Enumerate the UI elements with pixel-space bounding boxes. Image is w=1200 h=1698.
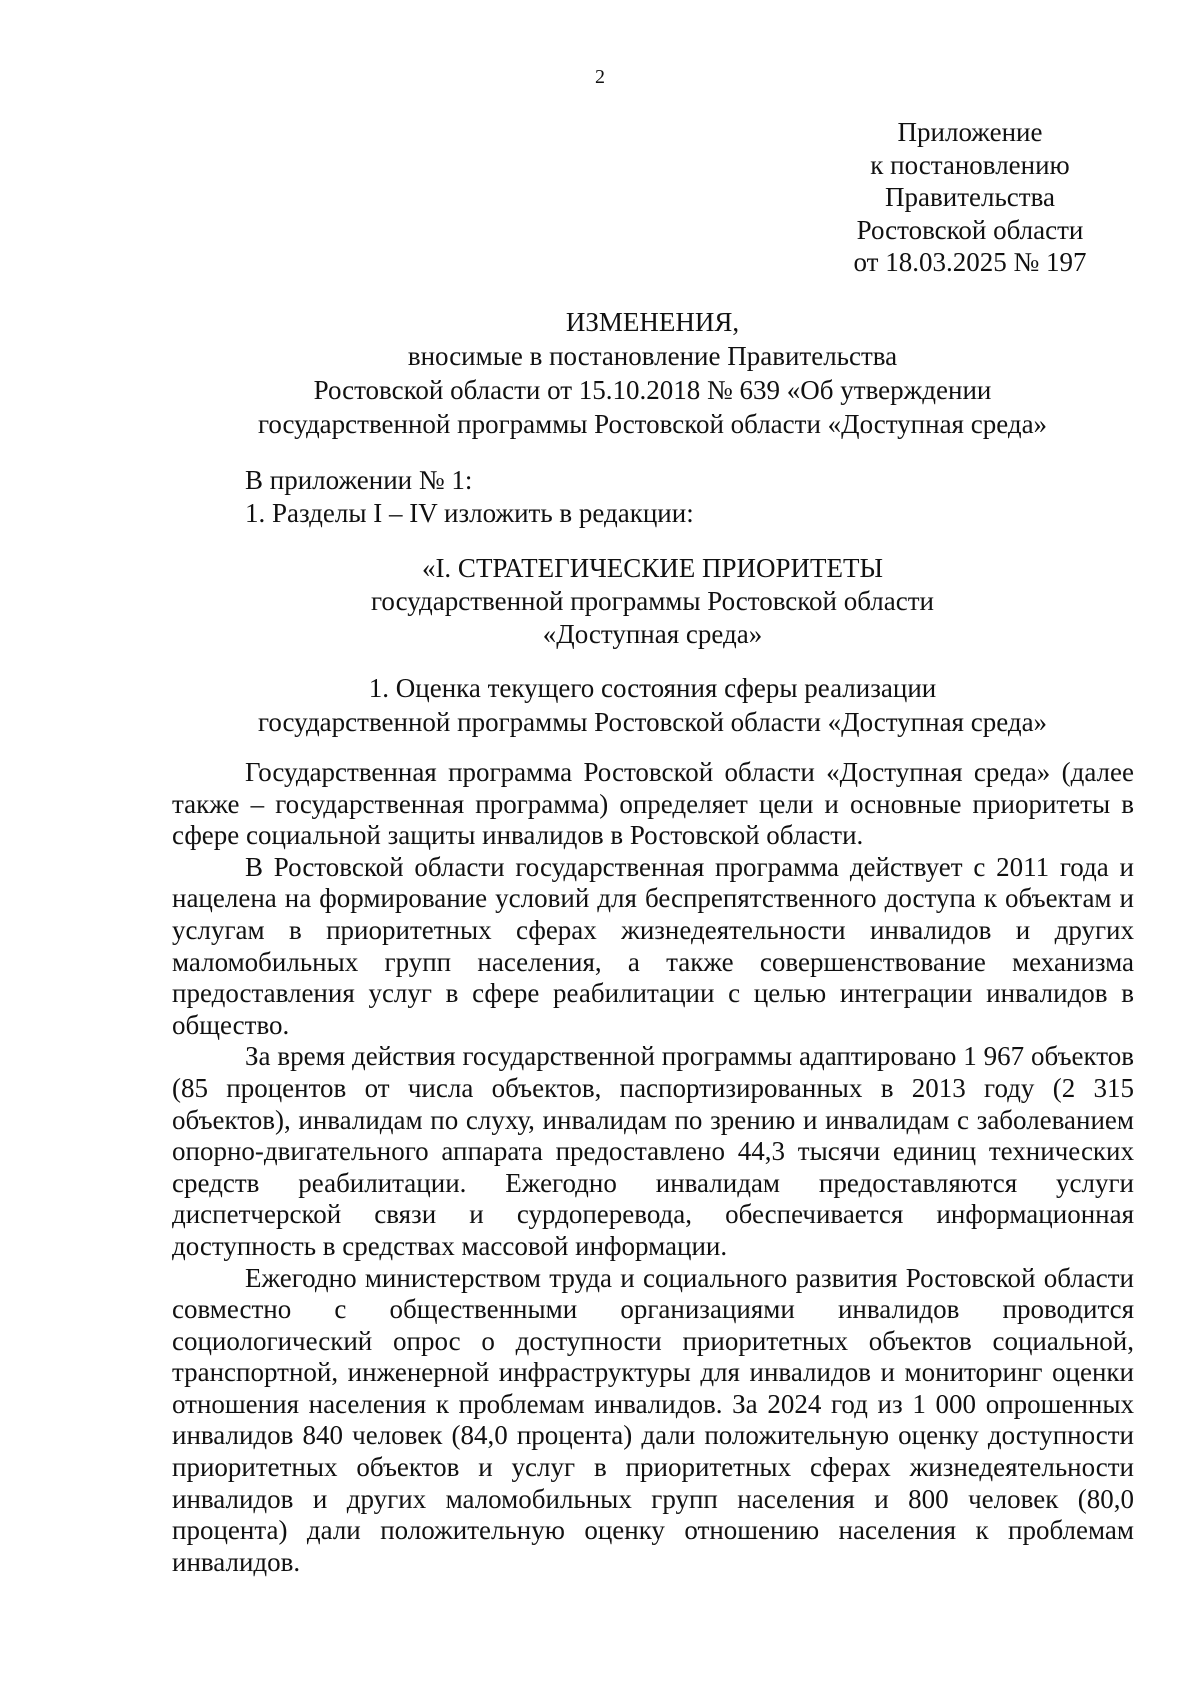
intro-block xyxy=(245,464,1125,530)
section-heading-line: «I. СТРАТЕГИЧЕСКИЕ ПРИОРИТЕТЫ xyxy=(421,553,884,583)
appendix-line: от 18.03.2025 № 197 xyxy=(853,247,1087,277)
body-text xyxy=(172,757,1134,1578)
section-heading-line: государственной программы Ростовской области xyxy=(371,586,934,616)
appendix-block xyxy=(840,116,1100,279)
subsection-heading-line: государственной программы Ростовской области «Доступная среда» xyxy=(257,707,1048,737)
document-title xyxy=(170,305,1135,441)
appendix-line: Приложение xyxy=(897,117,1043,147)
appendix-line: к постановлению xyxy=(870,149,1070,180)
appendix-line: Ростовской области xyxy=(856,214,1084,245)
section-heading xyxy=(170,552,1135,651)
page-number: 2 xyxy=(595,66,605,88)
intro-line: В приложении № 1: xyxy=(245,465,473,495)
paragraph: Государственная программа Ростовской области «Доступная среда» (далее также – государственная программа) определяет цели и основные приоритеты в сфере социальной защиты инвалидов в Ростовской области. xyxy=(172,757,1134,851)
title-line: вносимые в постановление Правительства xyxy=(407,341,898,371)
intro-line: 1. Разделы I – IV изложить в редакции: xyxy=(245,498,694,528)
paragraph: В Ростовской области государственная программа действует с 2011 года и нацелена на формирование условий для беспрепятственного доступа к объектам и услугам в приоритетных сферах жизнедеятельности инвалидов и других маломобильных групп населения, а также совершенствование механизма предоставления услуг в сфере реабилитации с целью интеграции инвалидов в общество. xyxy=(172,851,1134,1040)
paragraph: За время действия государственной программы адаптировано 1 967 объектов (85 процентов от числа объектов, паспортизированных в 2013 году (2 315 объектов), инвалидам по слуху, инвалидам по зрению и инвалидам с заболеванием опорно-двигательного аппарата предоставлено 44,3 тысячи единиц технических средств реабилитации. Ежегодно инвалидам предоставляются услуги диспетчерской связи и сурдоперевода, обеспечивается информационная доступность в средствах массовой информации. xyxy=(172,1041,1134,1261)
appendix-line: Правительства xyxy=(885,182,1055,212)
subsection-heading xyxy=(170,671,1135,739)
title-heading: ИЗМЕНЕНИЯ, xyxy=(565,307,740,337)
paragraph: Ежегодно министерством труда и социального развития Ростовской области совместно с общественными организациями инвалидов проводится социологический опрос о доступности приоритетных объектов социальной, транспортной, инженерной инфраструктуры для инвалидов и мониторинг оценки отношения населения к проблемам инвалидов. За 2024 год из 1 000 опрошенных инвалидов 840 человек (84,0 процента) дали положительную оценку доступности приоритетных объектов и услуг в приоритетных сферах жизнедеятельности инвалидов и других маломобильных групп населения и 800 человек (80,0 процента) дали положительную оценку отношению населения к проблемам инвалидов. xyxy=(172,1262,1134,1577)
title-line: государственной программы Ростовской области «Доступная среда» xyxy=(257,409,1048,439)
subsection-heading-line: 1. Оценка текущего состояния сферы реализации xyxy=(368,673,937,703)
section-heading-line: «Доступная среда» xyxy=(542,619,763,649)
title-line: Ростовской области от 15.10.2018 № 639 «Об утверждении xyxy=(313,375,992,405)
